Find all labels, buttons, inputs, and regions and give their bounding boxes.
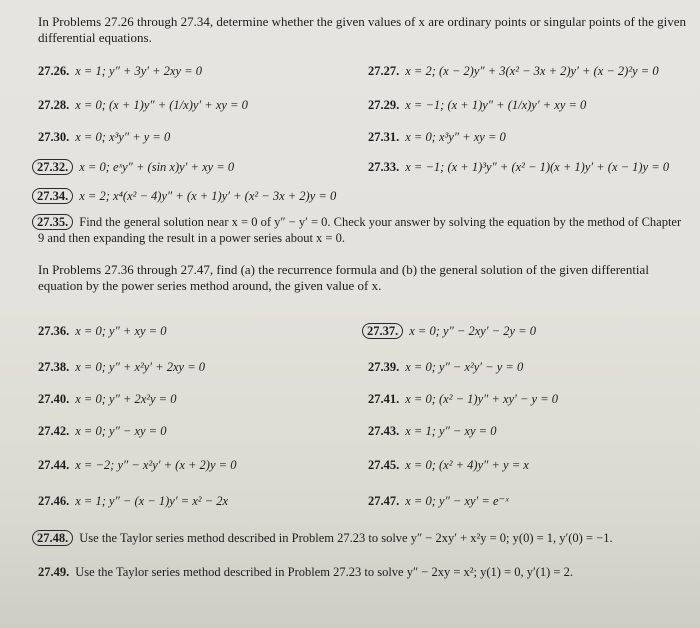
problem-27-42 [38,422,167,440]
problem-number: 27.40. [38,392,70,406]
problem-27-33 [368,158,669,176]
problem-text: Use the Taylor series method described in Problem 27.23 to solve y″ − 2xy′ + x²y = 0; y(0) = 1, y′(0) = −1. [79,531,613,545]
problem-27-39 [368,358,523,376]
problem-number: 27.34. [32,188,73,204]
problem-27-47 [368,492,509,510]
problem-equation: x = 1; y″ + 3y′ + 2xy = 0 [75,64,202,78]
problem-27-35 [38,214,688,246]
problem-27-49 [38,564,688,580]
problem-number: 27.37. [362,323,403,339]
problem-27-28 [38,96,248,114]
problem-27-27 [368,62,659,80]
problem-equation: x = −2; y″ − x²y′ + (x + 2)y = 0 [75,458,237,472]
problem-number: 27.33. [368,160,400,174]
problem-number: 27.29. [368,98,400,112]
problem-row [0,492,700,510]
problem-equation: x = 0; y″ + 2x²y = 0 [75,392,177,406]
problem-equation: x = 0; x³y″ + xy = 0 [405,130,506,144]
problem-27-36 [38,322,167,340]
problem-equation: x = 2; x⁴(x² − 4)y″ + (x + 1)y′ + (x² − 3x + 2)y = 0 [79,189,337,203]
problem-27-38 [38,358,205,376]
problem-number: 27.28. [38,98,70,112]
problem-27-43 [368,422,497,440]
problem-number: 27.42. [38,424,70,438]
problem-number: 27.31. [368,130,400,144]
problem-text: Use the Taylor series method described in Problem 27.23 to solve y″ − 2xy = x²; y(1) = 0, y′(1) = 2. [75,565,573,579]
problem-number: 27.30. [38,130,70,144]
problem-equation: x = 0; y″ − xy′ = e⁻ˣ [405,494,509,508]
problem-number: 27.32. [32,159,73,175]
problem-27-30 [38,128,170,146]
problem-equation: x = 0; y″ − x²y′ − y = 0 [405,360,524,374]
problem-27-46 [38,492,228,510]
problem-number: 27.36. [38,324,70,338]
problem-27-44 [38,456,236,474]
problem-equation: x = 1; y″ − (x − 1)y′ = x² − 2x [75,494,229,508]
problem-equation: x = 0; y″ − xy = 0 [75,424,167,438]
problem-number: 27.27. [368,64,400,78]
problem-equation: x = −1; (x + 1)y″ + (1/x)y′ + xy = 0 [405,98,587,112]
problem-27-26 [38,62,202,80]
problem-equation: x = 0; eˣy″ + (sin x)y′ + xy = 0 [79,160,235,174]
problem-number: 27.26. [38,64,70,78]
problem-number: 27.43. [368,424,400,438]
problem-equation: x = 0; (x² − 1)y″ + xy′ − y = 0 [405,392,559,406]
problem-equation: x = 0; y″ − 2xy′ − 2y = 0 [409,324,536,338]
problem-row [0,422,700,440]
problem-equation: x = 0; (x + 1)y″ + (1/x)y′ + xy = 0 [75,98,248,112]
problem-number: 27.48. [32,530,73,546]
problem-equation: x = 0; y″ + x²y′ + 2xy = 0 [75,360,206,374]
problem-row [0,128,700,146]
problem-number: 27.39. [368,360,400,374]
problem-27-34 [38,188,688,204]
problem-row [0,62,700,80]
problem-number: 27.35. [32,214,73,230]
problem-equation: x = 0; (x² + 4)y″ + y = x [405,458,529,472]
problem-27-45 [368,456,529,474]
section1-intro: In Problems 27.26 through 27.34, determine whether the given values of x are ordinary points or singular points of the given differential equations. [38,14,687,45]
problem-27-31 [368,128,506,146]
problem-row [0,390,700,408]
problem-27-40 [38,390,177,408]
problem-equation: x = 0; y″ + xy = 0 [75,324,167,338]
problem-number: 27.38. [38,360,70,374]
problem-equation: x = 1; y″ − xy = 0 [405,424,497,438]
problem-number: 27.46. [38,494,70,508]
problem-equation: x = −1; (x + 1)³y″ + (x² − 1)(x + 1)y′ + (x − 1)y = 0 [405,160,670,174]
section2-intro: In Problems 27.36 through 27.47, find (a) the recurrence formula and (b) the general solution of the given differential equation by the power series method around, the given value of x. [38,262,649,293]
problem-number: 27.45. [368,458,400,472]
problem-row [0,322,700,340]
problem-27-37 [368,322,536,340]
problem-number: 27.47. [368,494,400,508]
problem-equation: x = 0; x³y″ + y = 0 [75,130,171,144]
problem-row [0,158,700,176]
problem-number: 27.44. [38,458,70,472]
problem-row [0,456,700,474]
problem-27-41 [368,390,558,408]
problem-row [0,96,700,114]
problem-27-29 [368,96,586,114]
problem-text: Find the general solution near x = 0 of y″ − y′ = 0. Check your answer by solving the equation by the method of Chapter 9 and then expanding the result in a power series about x = 0. [38,215,682,245]
problem-equation: x = 2; (x − 2)y″ + 3(x² − 3x + 2)y′ + (x − 2)²y = 0 [405,64,659,78]
problem-27-48 [38,530,688,546]
problem-number: 27.49. [38,565,70,579]
problem-number: 27.41. [368,392,400,406]
problem-27-32 [38,158,234,176]
problem-row [0,358,700,376]
